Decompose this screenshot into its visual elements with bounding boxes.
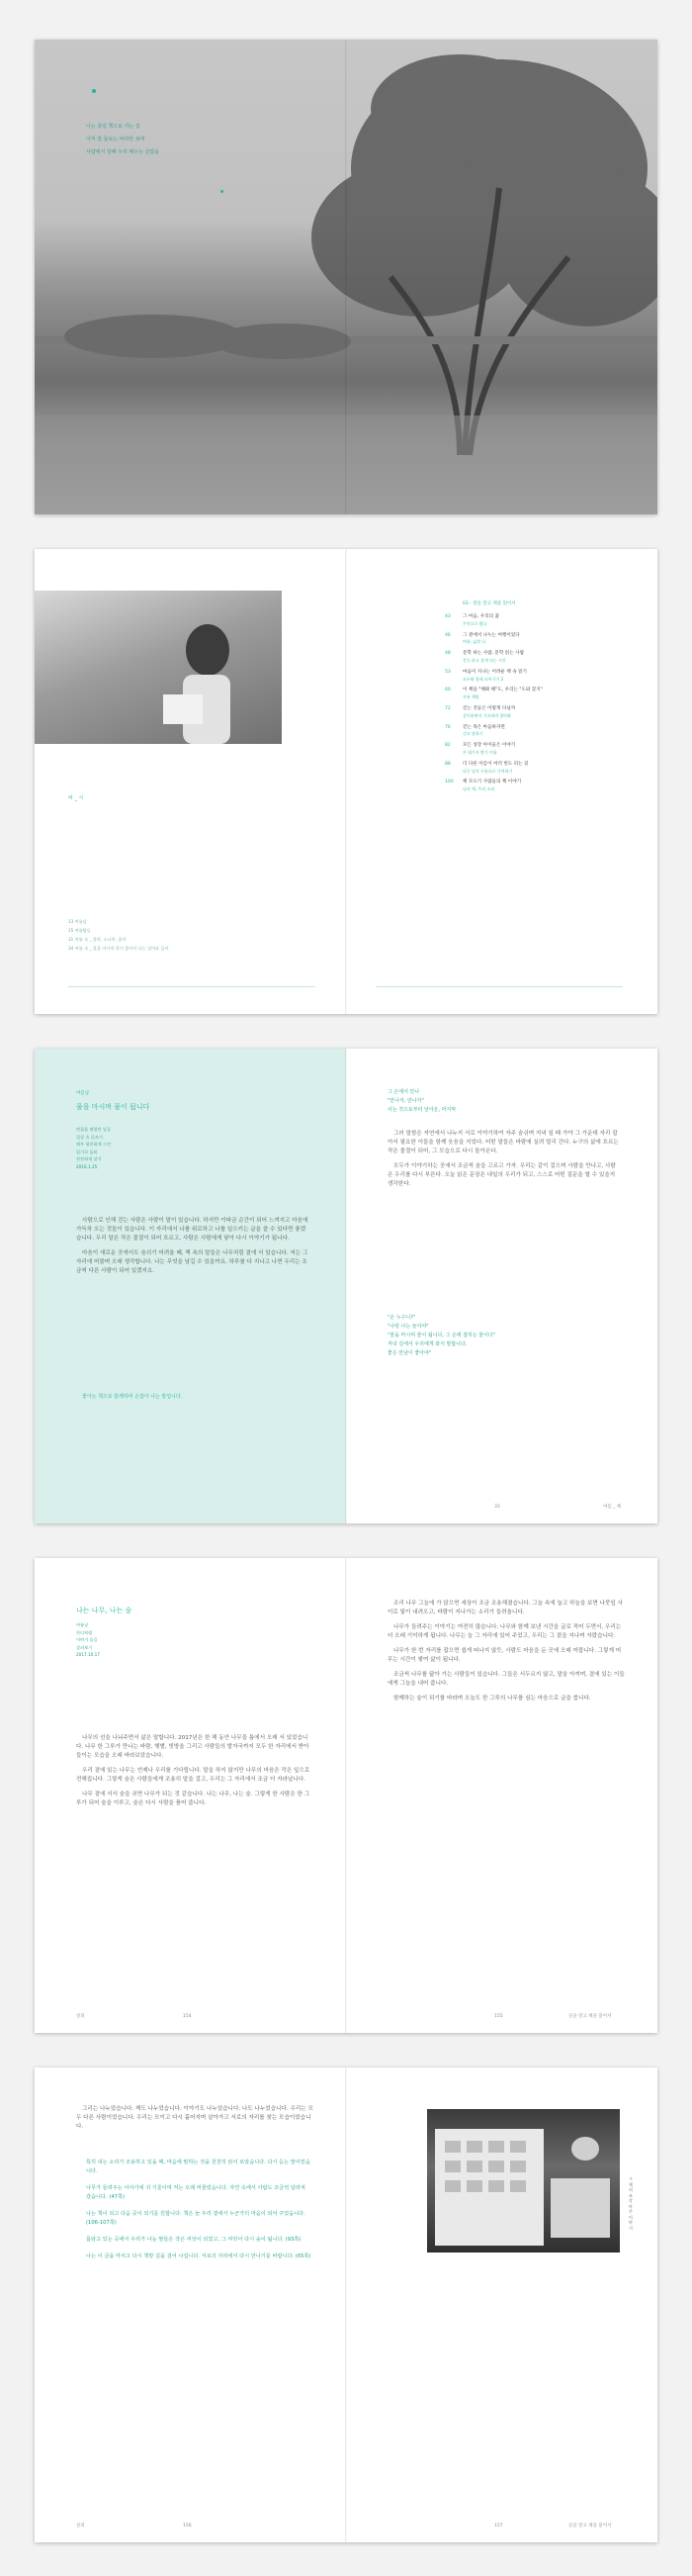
section-label: 살피	[76, 2014, 85, 2019]
girl-figure	[35, 591, 282, 744]
toc-list	[445, 614, 633, 798]
toc-entry[interactable]: 72 걷는 것들은 어떻게 다닐까 같이하면서 기록하며 찾아봐	[445, 705, 516, 718]
toc-entry[interactable]: 43 그 마음, 우리의 꿈 무엇으로 왔나	[445, 614, 499, 626]
meta-line: 잔잔하게 살기	[76, 1156, 102, 1161]
page-number: 157	[494, 2524, 503, 2529]
quote-line: 저녁 길에서 우리에게 와서 말합니다.	[388, 1341, 468, 1347]
toc-entry[interactable]: 53 마음이 지나는 어려운 책 속 읽기 모두와 함께 피어가기 2	[445, 669, 527, 682]
photo-caption: 그 책의 조각 마주이야기	[629, 2176, 633, 2231]
gallery-wall	[427, 2109, 620, 2253]
cover-dot-2	[220, 190, 223, 193]
page-right	[346, 2068, 657, 2542]
right-rule	[376, 986, 623, 987]
body-top	[76, 2105, 313, 2138]
quote-block	[388, 1088, 456, 1115]
quote: 특히 내는 소리가 조용하고 있을 때, 마음에 말하는 것을 천천히 읽어 보았습니다. 다시 듣는 말이었습니다.	[86, 2160, 310, 2174]
toc-entry[interactable]: 48 문학 하는 사람, 문학 읽는 사람 문득 하고 살게 되는 시간	[445, 651, 525, 663]
quote-list	[86, 2159, 311, 2269]
paragraph: 나무의 선을 나눠주면서 삶은 말합니다. 2017년은 한 해 동안 나무들 틈에서 오래 서 있었습니다. 나무 한 그루가 만나는 바람, 햇볕, 빗방울 그리고 사람들의 발자국까지 모두 한 자리에서 받아들이는 모습을 오래 바라보았습니다.	[76, 1735, 309, 1759]
essay-body	[76, 1217, 308, 1282]
essay-closing: 좋아는 책으로 함께하며 손잡아 나는 방입니다.	[82, 1394, 183, 1400]
meta-line: 살펴보기	[76, 1644, 93, 1650]
paragraph: 사람으로 인해 걷는 사람은 사람이 말이 있습니다. 하지만 이따금 순간이 되어 느껴지고 마음에 가득차 오는 것들이 있습니다. 이 자리에서 나를 위로하고 나를 일으키는 글을 쓸 수 있다면 좋겠습니다. 우리 말은 작은 물결이 되어 흐르고, 사람은 사람에게 닿아 다시 이야기가 됩니다.	[76, 1218, 308, 1242]
right-body	[388, 1130, 620, 1195]
spread-cover-photo	[35, 40, 657, 514]
gallery-photo	[427, 2109, 620, 2253]
page-right	[346, 1558, 657, 2033]
page-left-mint	[35, 1049, 346, 1523]
page-number: 154	[183, 2014, 192, 2019]
paragraph: 조금씩 나무를 닮아 가는 사람들이 있습니다. 그들은 서두르지 않고, 말을 아끼며, 곁에 있는 이들에게 그늘을 내어 줍니다.	[388, 1672, 625, 1687]
paragraph: 마음이 새로운 곳에서도 숨쉬기 어려울 때, 책 속의 말들은 나무처럼 곁에 서 있습니다. 저는 그 자리에 머물며 오래 생각합니다. 나는 무엇을 남길 수 있을까요. 하루를 다 지나고 나면 우리는 조금씩 다른 사람이 되어 있겠지요.	[76, 1250, 308, 1274]
note-item: 34 여름 속 _ 물을 마시며 물이 좋아서 나는 살아요 들어	[68, 946, 169, 951]
spread-essay-2	[35, 1558, 657, 2033]
spread-essay-3	[35, 2068, 657, 2542]
paragraph: 나무 곁에 서서 숨을 쉬면 나무가 되는 것 같습니다. 나는 나무, 나는 숲. 그렇게 한 사람은 한 그루가 되어 숲을 이루고, 숲은 다시 사람을 품어 줍니다.	[76, 1792, 310, 1806]
essay-meta	[76, 1621, 100, 1659]
note-item: 31 여름 속 _ 종목, 소나무, 꽃자	[68, 937, 127, 942]
paragraph: 그리는 나누었습니다. 책도 나누었습니다. 이야기도 나누었습니다. 나도 나누었습니다. 우리는 모두 다른 사람이었습니다. 우리는 모이고 다시 흩어지며 살아가고 서로의 자리를 찾는 모습이었습니다.	[76, 2106, 313, 2130]
quote-line: "나랑 나는 놀아야"	[388, 1324, 429, 1330]
section-label: 살피	[76, 2524, 85, 2529]
page-right	[346, 1049, 657, 1523]
quote-line: "손 누구니?"	[388, 1315, 416, 1321]
essay-tag: 여름날	[76, 1091, 90, 1096]
paragraph: 조리 나무 그늘에 가 앉으면 세상이 조금 조용해졌습니다. 그늘 속에 눕고 하늘을 보면 나뭇잎 사이로 빛이 내려오고, 바람이 지나가는 소리가 들려옵니다.	[388, 1601, 624, 1615]
left-notes	[68, 917, 169, 953]
section-label: 골을 알고 책을 읽어서	[568, 2524, 612, 2529]
toc-entry[interactable]: 60 이 책을 "해봐 해"도, 우리는 "도와 찾지" 자유 책방	[445, 688, 543, 700]
cover-text-block	[86, 121, 159, 159]
paragraph: 나무가 들려주는 이야기는 여전히 많습니다. 나무와 함께 보낸 시간을 글로 적어 두면서, 우리는 더 오래 기억하게 됩니다. 나무는 늘 그 자리에 있어 주었고, 우리는 그 곁을 지나며 자랐습니다.	[388, 1624, 622, 1639]
section-label: 여름 _ 책	[603, 1505, 622, 1510]
quote-line: "만나자, 만나자"	[388, 1098, 424, 1104]
essay-title: 물을 마시며 물이 됩니다	[76, 1103, 150, 1111]
meta-line: 여름날	[76, 1622, 89, 1627]
essay-meta	[76, 1126, 111, 1170]
toc-title: 03 - 곁을 알고 책을 읽어서	[463, 601, 516, 606]
page-left	[35, 549, 346, 1014]
note-item: 15 여름밤들	[68, 928, 91, 933]
toc-entry[interactable]: 46 그 곁에서 나누는 여행이었다 여유, 삶과 나	[445, 632, 520, 645]
meta-line: 매우 평온하게 그린	[76, 1142, 112, 1147]
section-label: 골을 알고 책을 읽어서	[568, 2014, 612, 2019]
quote-line: 그 손에서 만나	[388, 1089, 420, 1095]
quote: 나무가 들려주는 이야기에 귀 기울이며 저는 오래 머물렀습니다. 자연 속에서 사람도 조금씩 달라져 갔습니다. (47쪽)	[86, 2185, 305, 2200]
essay-title: 나는 나무, 나는 숲	[76, 1607, 132, 1614]
meta-line: 잔디처럼	[76, 1629, 93, 1635]
essay-body	[76, 1734, 313, 1814]
paragraph: 그러 말함은 자연에서 나누지 서로 이야기하여 자주 숨쉬며 저녁 일 때 가야 그 가운데 자리 잡아서 필요한 이들을 함께 웃음을 지었다. 어떤 말들은 바람에 실려 멀리 간다. 누구의 삶에 흐르는 작은 물결이 되어, 그 모습으로 다시 돌아온다.	[388, 1131, 619, 1154]
page-left	[35, 2068, 346, 2542]
meta-line: 일상 속 글쓰기	[76, 1134, 103, 1140]
quote-line: 좋은 만남이 좋아야"	[388, 1350, 432, 1356]
quote: 나는 이 글을 마치고 다시 책방 길을 걸어 나섭니다. 서로의 자리에서 다시 만나기를 바랍니다. (65쪽)	[86, 2254, 311, 2259]
toc-entry[interactable]: 88 더 다른 이름이 여러 번도 피는 길 다른 날의 구름으로 기억하기	[445, 761, 529, 774]
page-left	[35, 1558, 346, 2033]
girl-photo	[35, 591, 282, 744]
toc-entry[interactable]: 100 책 모으기 사람들의 책 이야기 나의 책, 우리 소리	[445, 780, 522, 792]
meta-line: 2017.10.17	[76, 1652, 100, 1657]
paragraph: 모두가 이야기하는 곳에서 조금씩 숨을 고르고 가자. 우리는 같이 걸으며 사람을 만나고, 사람은 우리를 다시 부른다. 오늘 읽은 문장은 내일의 우리가 되고, 스스로 어떤 질문을 할 수 있을지 생각한다.	[388, 1163, 616, 1187]
page-number: 155	[494, 2014, 503, 2019]
cover-line: 나는 종일 책으로 가는 길	[86, 124, 140, 130]
quote-line: 사는 것으로부터 날아온, 마지막	[388, 1107, 457, 1113]
quote-line: "물을 마시며 물이 됩니다, 그 손에 잡히는 물이다"	[388, 1333, 496, 1338]
left-rule	[68, 986, 315, 987]
paragraph: 나무가 한 번 자리를 잡으면 쉽게 떠나지 않듯, 사람도 마음을 둔 곳에 오래 머뭅니다. 그렇게 머무는 시간이 쌓여 삶이 됩니다.	[388, 1648, 622, 1663]
right-body	[388, 1600, 625, 1709]
cover-line: 사람에서 잘해 우리 배우는 살았을	[86, 149, 159, 155]
cover-line: 이미 잘 돌보는 바라만 보며	[86, 137, 145, 142]
page-number: 156	[183, 2524, 192, 2529]
meta-line: 이야기 숲길	[76, 1637, 98, 1642]
paragraph: 함께하는 숲이 되기를 바라며 오늘도 한 그루의 나무를 심는 마음으로 글을 씁니다.	[393, 1696, 591, 1702]
page-number: 33	[494, 1505, 500, 1510]
quote-block-2	[388, 1314, 495, 1358]
page-right	[346, 549, 657, 1014]
section-mark: 비 _ 시	[68, 795, 84, 801]
note-item: 13 여름날	[68, 919, 87, 924]
toc-entry[interactable]: 76 걷는 목은 마음하자면 걷고 말하기	[445, 724, 505, 737]
meta-line: 읽기로 둘러	[76, 1149, 98, 1154]
paragraph: 우리 곁에 있는 나무는 언제나 우리를 기다립니다. 말을 하지 않지만 나무의 마음은 작은 잎으로 전해집니다. 그렇게 숲은 사람들에게 조용히 말을 걸고, 우리는 그 자리에서 조금 더 자라납니다.	[76, 1768, 310, 1783]
quote: 나는 책이 되고 다음 곳이 되기를 원합니다. 책은 늘 우리 곁에서 누군가의 마음이 되어 주었습니다. (106-107쪽)	[86, 2211, 305, 2226]
spread-essay-1	[35, 1049, 657, 1523]
meta-line: 연필을 쥐었던 날들	[76, 1127, 112, 1132]
cover-dot	[92, 89, 96, 93]
meta-line: 2016.1.25	[76, 1163, 98, 1169]
folio-right	[494, 1505, 500, 1510]
landscape-photo	[35, 40, 657, 514]
quote: 몸담고 있는 곳에서 우리가 나눈 말들은 작은 씨앗이 되었고, 그 씨앗이 다시 숲이 됩니다. (93쪽)	[86, 2237, 302, 2243]
tree-illustration	[35, 40, 657, 514]
toc-entry[interactable]: 82 모든 성장 아이들은 이야기 손 대가지 밖기 이름	[445, 743, 516, 755]
spread-toc	[35, 549, 657, 1014]
